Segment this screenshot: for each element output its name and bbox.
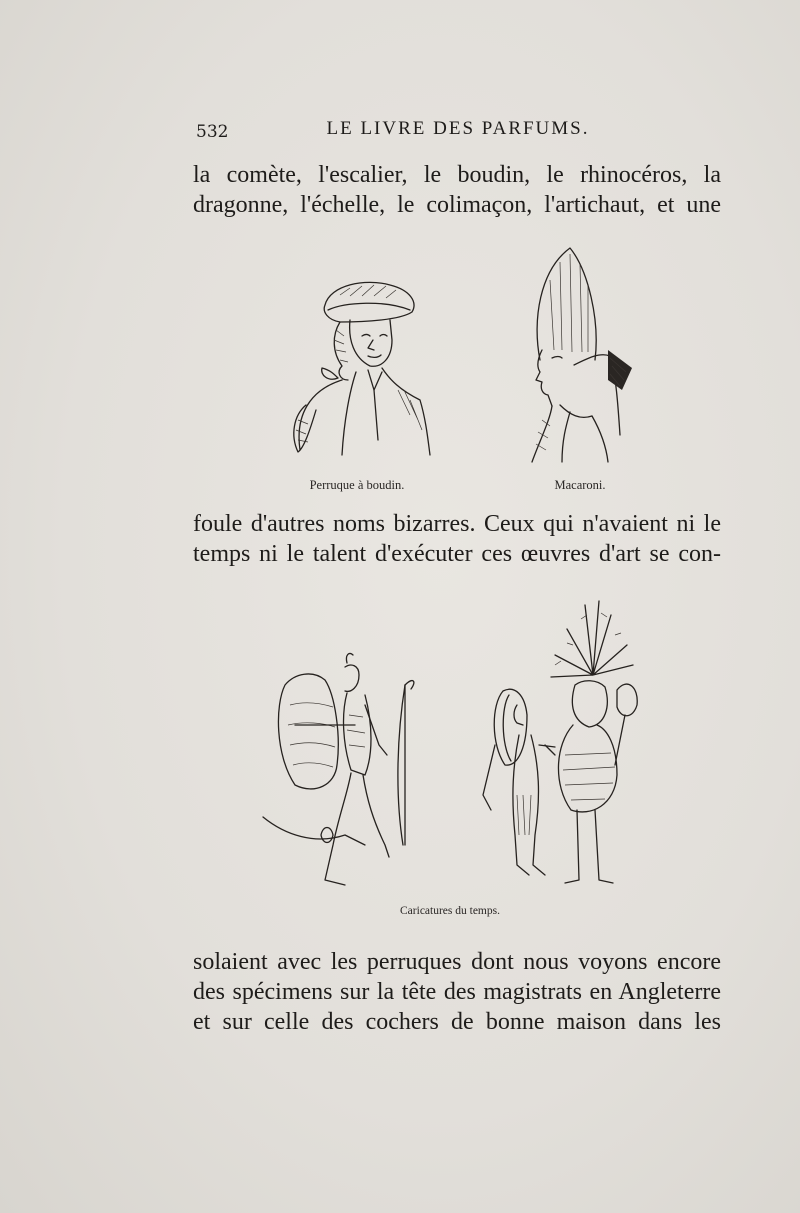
engraving-caricatures: [255, 595, 655, 900]
text-line: et sur celle des cochers de bonne maison dans les: [193, 1009, 721, 1035]
caricature-plumed-figure: [545, 601, 637, 883]
paragraph-1: [193, 160, 721, 220]
portrait-illustrations: [270, 240, 650, 470]
paragraph-2: [193, 509, 721, 569]
perruque-a-boudin-figure: [294, 282, 430, 455]
caricature-oval-hat-figure: [483, 689, 555, 875]
text-line: foule d'autres noms bizarres. Ceux qui n'avaient ni le: [193, 511, 721, 537]
caption-macaroni: Macaroni.: [554, 478, 606, 492]
text-line: dragonne, l'échelle, le colimaçon, l'artichaut, et une: [193, 192, 721, 218]
text-line: des spécimens sur la tête des magistrats en Angleterre: [193, 979, 721, 1005]
caption-caricatures: Caricatures du temps.: [400, 905, 500, 917]
paragraph-3: [193, 947, 721, 1037]
text-line: la comète, l'escalier, le boudin, le rhinocéros, la: [193, 162, 721, 188]
running-header: [196, 118, 720, 148]
engraving-portraits: [270, 240, 650, 470]
text-line: temps ni le talent d'exécuter ces œuvres d'art se con-: [193, 541, 721, 567]
running-title: LE LIVRE DES PARFUMS.: [326, 118, 590, 139]
macaroni-figure: [532, 248, 632, 462]
caricatures-illustration: [255, 595, 655, 900]
page-number: 532: [196, 122, 229, 142]
caricature-traveller: [263, 653, 414, 885]
caption-perruque-a-boudin: Perruque à boudin.: [309, 478, 405, 492]
text-line: solaient avec les perruques dont nous voyons encore: [193, 949, 721, 975]
